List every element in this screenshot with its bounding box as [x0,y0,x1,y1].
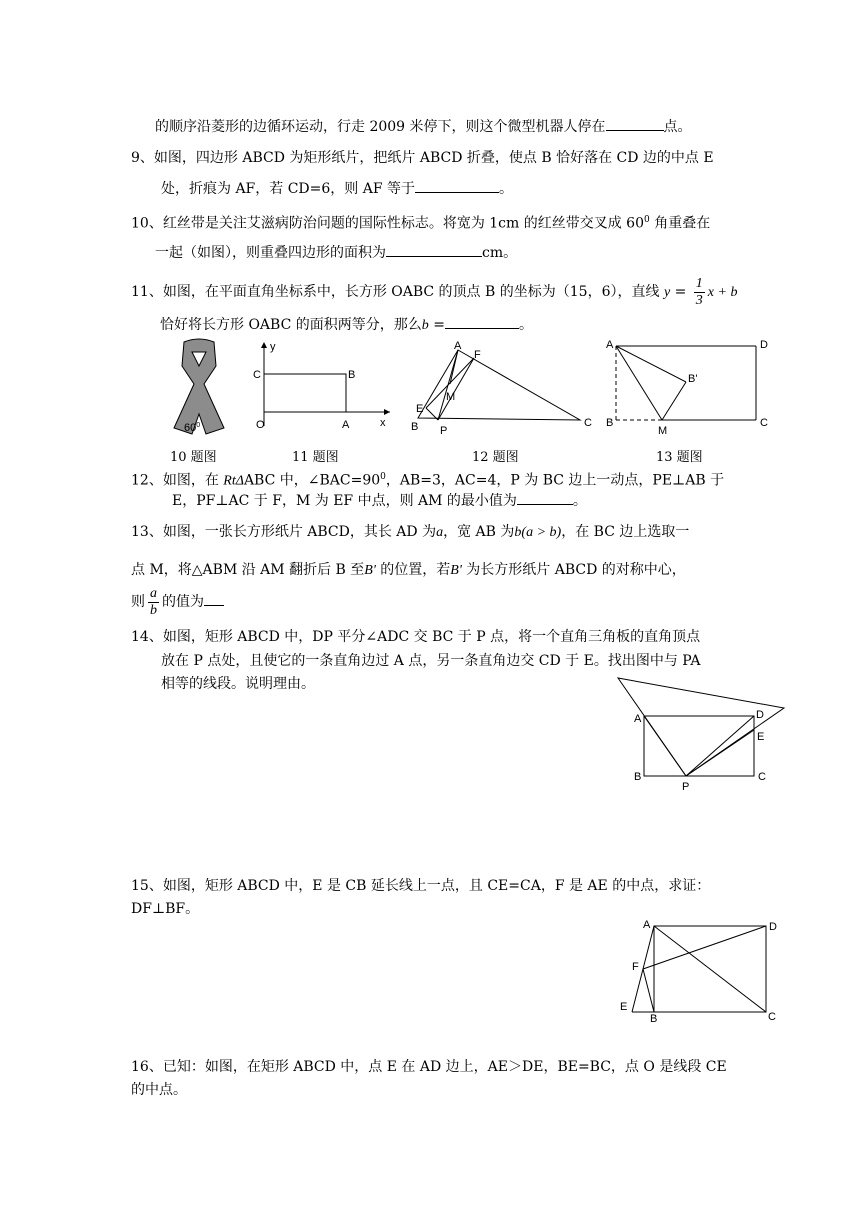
fig13-label-D: D [760,339,768,351]
fig14-label-C: C [758,771,766,783]
q11-fraction [694,276,705,309]
q16-line2: 的中点。 [131,1082,187,1098]
fig15-ac [654,926,766,1012]
fig12-label-M: M [446,391,456,403]
q10-text: 一起（如图），则重叠四边形的面积为 [155,245,386,261]
q11-blank [445,314,519,329]
q11-eq-sign: = [670,284,691,300]
q13-text-b: ，宽 AB 为 [443,524,515,540]
q13-text-a: 13、如图，一张长方形纸片 ABCD，其长 AD 为 [131,524,437,540]
q11-eq-rest: x + b [707,285,738,300]
fig14-label-A: A [634,713,642,725]
q13-frac-num: a [150,585,157,601]
q8-text: 的顺序沿菱形的边循环运动，行走 2009 米停下，则这个微型机器人停在 [155,119,606,135]
fig12-label-P: P [440,425,448,437]
fig14-label-P: P [682,781,690,793]
q9-line1: 9、如图，四边形 ABCD 为矩形纸片，把纸片 ABCD 折叠，使点 B 恰好落在 CD 边的中点 E [131,150,714,166]
q16-line1: 16、已知：如图，在矩形 ABCD 中，点 E 在 AD 边上，AE＞DE，BE=BC，点 O 是线段 CE [131,1059,727,1075]
fig11-label-y: y [270,341,276,353]
fig13-ab-prime [616,346,686,382]
q12-degree: 0 [380,472,386,482]
q11-text-a: 恰好将长方形 OABC 的面积两等分，那么 [160,317,422,333]
fig14-label-B: B [634,771,642,783]
fig15-label-A: A [643,919,651,931]
q13-line2 [131,560,686,581]
caption-fig13: 13 题图 [656,450,703,465]
fig14-pd [686,716,754,776]
q13-text-c: ，在 BC 边上选取一 [561,524,690,540]
q9-end: 。 [499,181,514,197]
q13-fraction [148,586,159,619]
fig12-triangle [408,338,596,438]
fig11-label-x: x [380,417,386,429]
q9-blank [415,178,499,193]
q14-line3: 相等的线段。说明理由。 [161,676,315,692]
fig11-label-C: C [253,369,261,381]
q14-line2: 放在 P 点处，且使它的一条直角边过 A 点，另一条直角边交 CD 于 E。找出图中与 PA [161,653,701,669]
fig15-label-D: D [769,921,777,933]
q10-line2 [155,242,517,263]
q12-text: E，PF⊥AC 于 F，M 为 EF 中点，则 AM 的最小值为 [172,493,517,509]
q8-end: 点。 [663,119,692,135]
fig14-triangle-ruler [618,678,784,776]
fig14-pa [644,716,686,776]
fig12-label-B: B [411,421,419,433]
q12-line2 [172,490,587,511]
q12-text-b: ABC 中，∠BAC=90 [243,472,381,489]
q9-line2 [161,178,513,199]
fig14-label-E: E [757,731,765,743]
fig15-label-E: E [620,1001,628,1013]
fig15-label-F: F [632,961,639,973]
caption-fig12: 12 题图 [472,450,519,465]
q12-end: 。 [572,493,587,509]
fig10-angle-label: $60^0$ [184,422,201,434]
fig12-label-E: E [416,403,424,415]
fig12-label-A: A [454,340,462,352]
q11-end: 。 [518,317,533,333]
q11-line1 [131,274,737,311]
fig12-abc [418,350,580,420]
q11-fraction-num: 1 [695,275,703,291]
q13-blank [204,591,224,606]
q10-end: cm。 [482,245,518,261]
q10-line1 [131,210,710,234]
q13-line1 [131,522,689,543]
fig11-label-O: O [256,419,265,431]
q13-line3 [131,584,224,620]
fig15-rectangle [616,916,784,1024]
q11-eq: = [428,317,445,333]
q10-degree: 0 [644,215,650,225]
q13-text-b2: 的位置，若 [375,562,451,578]
fig12-pf [438,358,474,420]
q13-var-b: b(a > b) [514,525,562,540]
fig13-label-A: A [606,339,614,351]
q11-fraction-den: 3 [695,292,703,308]
fig11-coordinate [250,338,396,434]
q13-text-value: 的值为 [162,594,204,610]
q13-frac-den: b [150,602,157,618]
fig13-bprime-m [662,382,686,420]
fig13-label-Bprime: B' [688,373,698,385]
q15-line2: DF⊥BF。 [131,901,200,917]
q13-text-c2: 为长方形纸片 ABCD 的对称中心， [461,562,686,578]
fig11-label-B: B [348,369,356,381]
q10-text-b: 角重叠在 [649,215,711,232]
q12-line1 [131,467,724,492]
q13-bprime-2: B' [450,563,462,578]
fig11-label-A: A [342,419,350,431]
fig13-rectangle [602,336,774,440]
q8-line [155,116,692,137]
q12-rt: RtΔ [223,473,244,489]
q11-var-b: b [421,318,429,333]
fig11-rect [264,374,346,412]
fig15-fd [643,926,766,969]
q15-line1: 15、如图，矩形 ABCD 中，E 是 CB 延长线上一点，且 CE=CA，F 是 AE 的中点，求证： [131,878,711,894]
q11-eq-y: y [663,285,671,300]
fig12-label-C: C [584,417,592,429]
q13-text-then: 则 [131,594,145,610]
q13-bprime-1: B' [364,563,376,578]
fig15-fb [643,969,654,1012]
q8-blank [606,116,664,131]
fig11-x-arrow [384,409,390,415]
q12-blank [517,490,573,505]
fig12-label-F: F [474,349,481,361]
q11-line2 [160,314,533,336]
fig15-label-C: C [768,1011,776,1023]
q14-line1: 14、如图，矩形 ABCD 中，DP 平分∠ADC 交 BC 于 P 点，将一个直角三角板的直角顶点 [131,629,701,645]
q12-text-a: 12、如图，在 [131,472,224,489]
q10-text-a: 10、红丝带是关注艾滋病防治问题的国际性标志。将宽为 1cm 的红丝带交叉成 60 [131,215,645,232]
q12-text-c: ，AB=3，AC=4，P 为 BC 边上一动点，PE⊥AB 于 [385,472,725,489]
fig10-ribbon [158,336,240,438]
fig13-am [616,346,662,420]
caption-fig10: 10 题图 [170,450,217,465]
fig13-label-C: C [760,417,768,429]
fig13-label-B: B [606,417,614,429]
fig13-label-M: M [658,425,668,437]
fig11-y-arrow [261,342,267,348]
caption-fig11: 11 题图 [292,450,339,465]
q9-text: 处，折痕为 AF，若 CD=6，则 AF 等于 [161,181,416,197]
fig14-rectangle [614,674,790,796]
q13-var-a: a [436,525,444,540]
fig15-label-B: B [650,1013,658,1024]
q10-blank [386,242,482,257]
fig14-label-D: D [756,709,764,721]
fig14-pe [686,730,754,776]
q11-text: 11、如图，在平面直角坐标系中，长方形 OABC 的顶点 B 的坐标为（15，6），直线 [131,284,660,300]
q13-text-a2: 点 M，将△ABM 沿 AM 翻折后 B 至 [131,562,365,578]
